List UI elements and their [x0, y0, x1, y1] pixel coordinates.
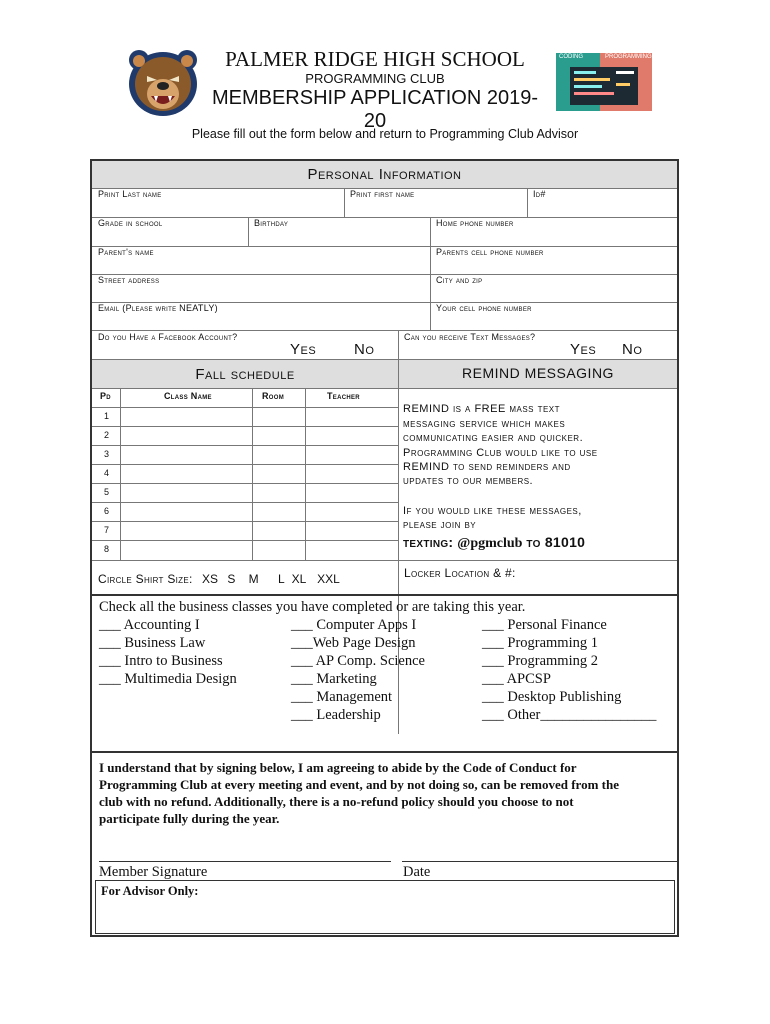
parent-cell-field[interactable]: Parents cell phone number — [436, 247, 544, 257]
last-name-field[interactable]: Print Last name — [98, 189, 162, 199]
col-pd: Pd — [100, 391, 111, 401]
instructions: Please fill out the form below and return to Programming Club Advisor — [191, 127, 579, 141]
id-field[interactable]: Id# — [533, 189, 546, 199]
remind-join-line: please join by — [403, 519, 477, 531]
class-option-ap-comp-sci[interactable]: ___ AP Comp. Science — [291, 653, 425, 669]
class-option-management[interactable]: ___ Management — [291, 689, 393, 705]
remind-text-line: updates to our members. — [403, 475, 534, 487]
size-xxl[interactable]: XXL — [317, 572, 340, 586]
class-option-computer-apps[interactable]: ___ Computer Apps I — [291, 617, 417, 633]
locker-location-field[interactable]: Locker Location & #: — [404, 566, 516, 580]
schedule-table — [92, 388, 398, 560]
size-m[interactable]: M — [248, 572, 259, 586]
col-room: Room — [262, 391, 285, 401]
class-option-leadership[interactable]: ___ Leadership — [291, 707, 381, 723]
shirt-size-row — [98, 572, 340, 586]
coding-graphic — [556, 53, 652, 111]
period-5: 5 — [104, 487, 110, 497]
period-1: 1 — [104, 411, 110, 421]
fall-schedule-title: Fall schedule — [195, 366, 295, 383]
home-phone-field[interactable]: Home phone number — [436, 218, 514, 228]
remind-text-line: communicating easier and quicker. — [403, 432, 584, 444]
school-name: PALMER RIDGE HIGH SCHOOL — [225, 47, 525, 71]
text-messages-question: Can you receive Text Messages? — [404, 332, 536, 342]
member-signature-label: Member Signature — [99, 864, 208, 880]
class-option-desktop-publishing[interactable]: ___ Desktop Publishing — [482, 689, 622, 705]
date-line[interactable] — [402, 861, 677, 862]
application-title: MEMBERSHIP APPLICATION 2019-20 — [211, 87, 539, 132]
text-no-option[interactable]: No — [622, 341, 643, 358]
club-name: PROGRAMMING CLUB — [305, 71, 445, 86]
remind-number: to 81010 — [526, 534, 586, 550]
badge-programming-label: PROGRAMMING — [605, 54, 652, 60]
period-7: 7 — [104, 525, 110, 535]
birthday-field[interactable]: Birthday — [254, 218, 289, 228]
city-zip-field[interactable]: City and zip — [436, 275, 483, 285]
facebook-question: Do you Have a Facebook Account? — [98, 332, 238, 342]
class-option-marketing[interactable]: ___ Marketing — [291, 671, 377, 687]
agreement-line: club with no refund. Additionally, there is a no-refund policy should you choose to not — [99, 794, 574, 809]
remind-join-line: If you would like these messages, — [403, 505, 582, 517]
class-option-multimedia[interactable]: ___ Multimedia Design — [99, 671, 237, 687]
remind-title: REMIND MESSAGING — [462, 365, 614, 381]
agreement-line: participate fully during the year. — [99, 811, 280, 826]
remind-text-line: REMIND is a FREE mass text — [403, 403, 561, 415]
parent-name-field[interactable]: Parent's name — [98, 247, 154, 257]
class-option-accounting-1[interactable]: ___ Accounting I — [99, 617, 200, 633]
remind-text-line: REMIND to send reminders and — [403, 461, 571, 473]
class-option-business-law[interactable]: ___ Business Law — [99, 635, 206, 651]
class-option-web-design[interactable]: ___Web Page Design — [291, 635, 416, 651]
signature-line[interactable] — [99, 861, 391, 862]
grade-field[interactable]: Grade in school — [98, 218, 163, 228]
size-xl[interactable]: XL — [291, 572, 306, 586]
class-option-intro-business[interactable]: ___ Intro to Business — [99, 653, 223, 669]
texting-label: texting: — [403, 534, 454, 550]
col-class-name: Class Name — [164, 391, 212, 401]
class-option-programming-2[interactable]: ___ Programming 2 — [482, 653, 598, 669]
period-2: 2 — [104, 430, 110, 440]
street-address-field[interactable]: Street address — [98, 275, 160, 285]
period-3: 3 — [104, 449, 110, 459]
class-option-personal-finance[interactable]: ___ Personal Finance — [482, 617, 607, 633]
badge-coding-label: CODING — [559, 54, 583, 60]
date-label: Date — [403, 864, 431, 880]
personal-info-title: Personal Information — [307, 166, 462, 183]
classes-prompt: Check all the business classes you have completed or are taking this year. — [99, 599, 526, 615]
remind-handle: @pgmclub — [457, 536, 523, 551]
class-option-apcsp[interactable]: ___ APCSP — [482, 671, 551, 687]
facebook-yes-option[interactable]: Yes — [290, 341, 317, 358]
col-teacher: Teacher — [327, 391, 360, 401]
period-8: 8 — [104, 544, 110, 554]
text-yes-option[interactable]: Yes — [570, 341, 597, 358]
application-form — [90, 159, 679, 937]
size-l[interactable]: L — [278, 572, 285, 586]
size-s[interactable]: S — [227, 572, 236, 586]
remind-text-line: messaging service which makes — [403, 418, 566, 430]
period-4: 4 — [104, 468, 110, 478]
cell-phone-field[interactable]: Your cell phone number — [436, 303, 532, 313]
remind-texting-instruction — [403, 534, 585, 552]
agreement-line: Programming Club at every meeting and event, and by not doing so, can be removed from the — [99, 777, 619, 792]
class-option-other[interactable]: ___ Other________________ — [482, 707, 657, 723]
bear-logo — [125, 46, 201, 118]
advisor-only-label: For Advisor Only: — [101, 884, 199, 898]
class-option-programming-1[interactable]: ___ Programming 1 — [482, 635, 598, 651]
facebook-no-option[interactable]: No — [354, 341, 375, 358]
remind-text-line: Programming Club would like to use — [403, 447, 598, 459]
agreement-line: I understand that by signing below, I am agreeing to abide by the Code of Conduct for — [99, 760, 577, 775]
first-name-field[interactable]: Print first name — [350, 189, 415, 199]
size-xs[interactable]: XS — [201, 572, 218, 586]
shirt-size-label: Circle Shirt Size: — [98, 572, 193, 586]
period-6: 6 — [104, 506, 110, 516]
email-field[interactable]: Email (Please write NEATLY) — [98, 303, 218, 313]
